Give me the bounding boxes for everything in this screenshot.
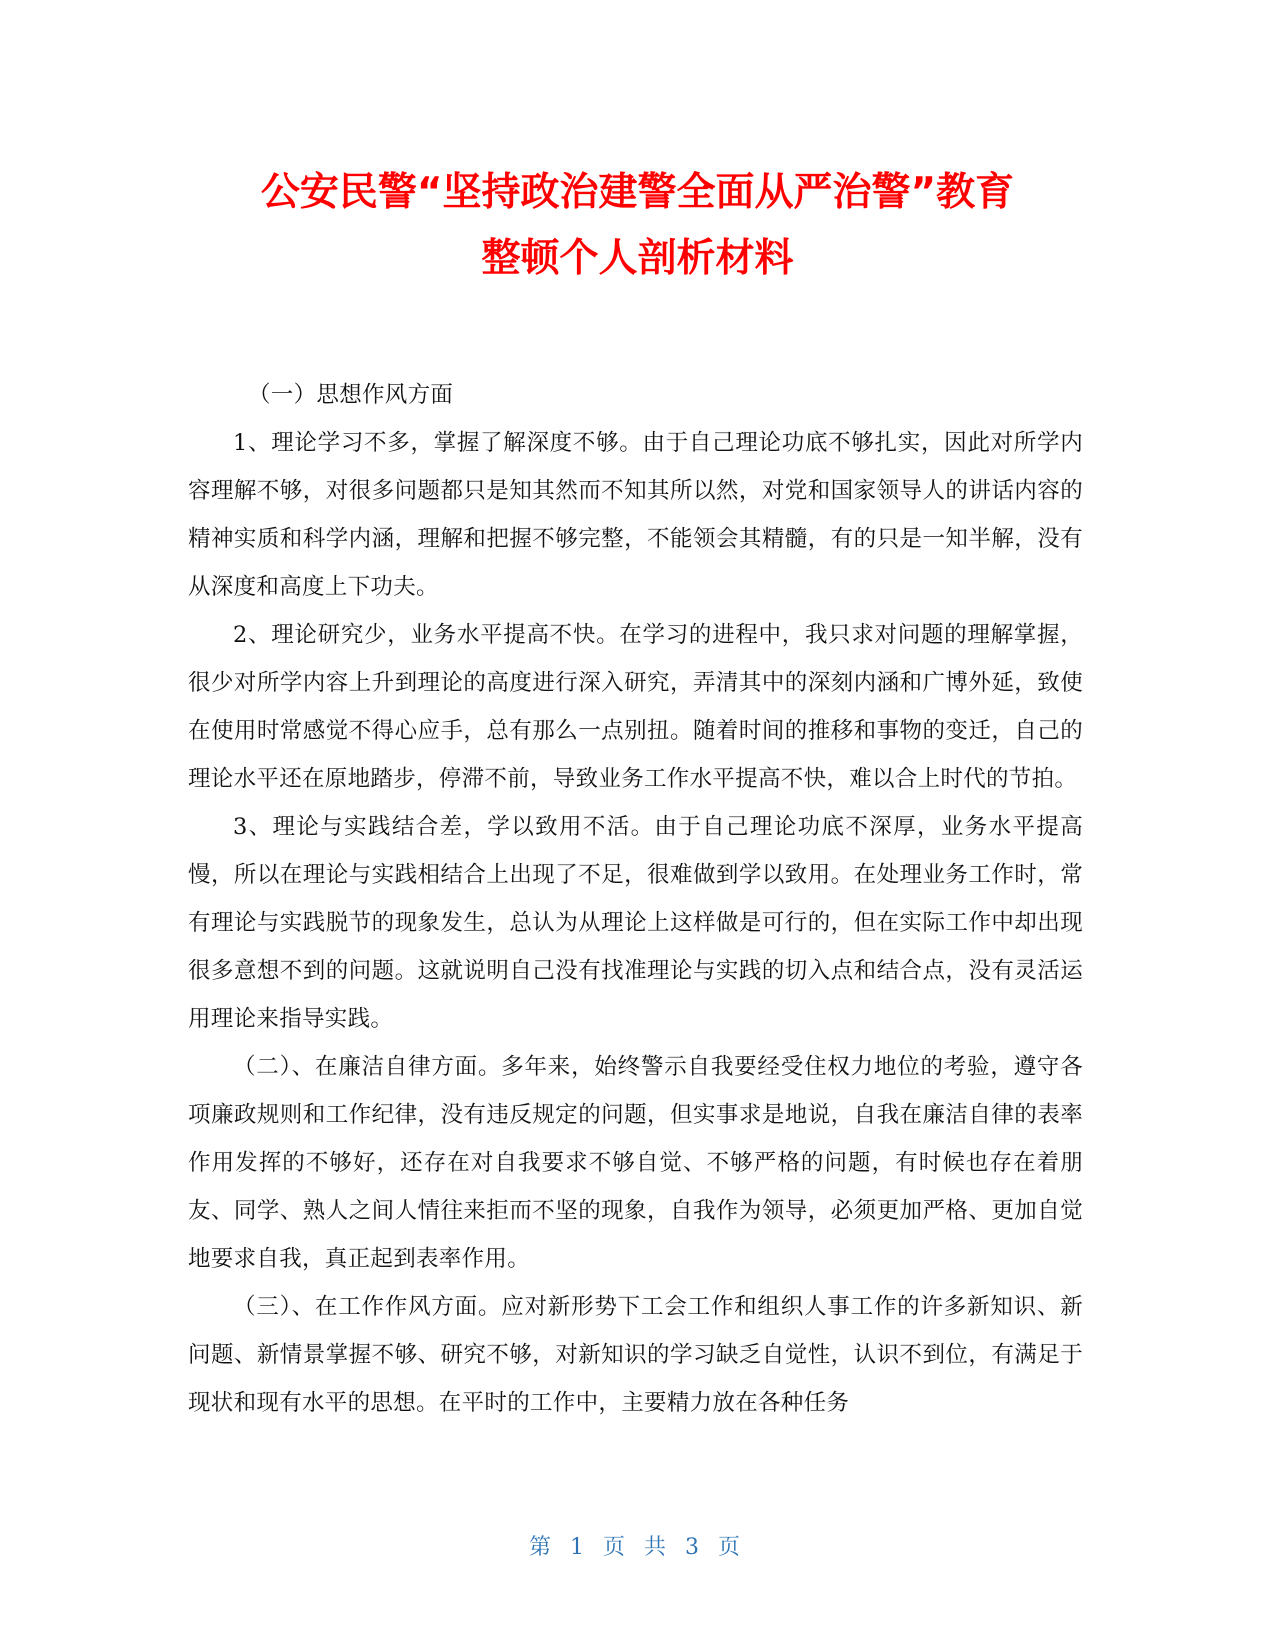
document-body bbox=[188, 371, 1083, 1427]
document-title bbox=[150, 160, 1125, 292]
paragraph-theory-study: 1、理论学习不多，掌握了解深度不够。由于自己理论功底不够扎实，因此对所学内容理解不够，对很多问题都只是知其然而不知其所以然，对党和国家领导人的讲话内容的精神实质和科学内涵，理解和把握不够完整，不能领会其精髓，有的只是一知半解，没有从深度和高度上下功夫。 bbox=[188, 430, 1083, 600]
document-title-line-2: 整顿个人剖析材料 bbox=[481, 236, 794, 281]
document-title-line-1: 公安民警“坚持政治建警全面从严治警”教育 bbox=[260, 170, 1015, 215]
paragraph-theory-research: 2、理论研究少，业务水平提高不快。在学习的进程中，我只求对问题的理解掌握，很少对所学内容上升到理论的高度进行深入研究，弄清其中的深刻内涵和广博外延，致使在使用时常感觉不得心应手，总有那么一点别扭。随着时间的推移和事物的变迁，自己的理论水平还在原地踏步，停滞不前，导致业务工作水平提高不快，难以合上时代的节拍。 bbox=[188, 622, 1083, 792]
paragraph-integrity: （二）、在廉洁自律方面。多年来，始终警示自我要经受住权力地位的考验，遵守各项廉政规则和工作纪律，没有违反规定的问题，但实事求是地说，自我在廉洁自律的表率作用发挥的不够好，还存在对自我要求不够自觉、不够严格的问题，有时候也存在着朋友、同学、熟人之间人情往来拒而不坚的现象，自我作为领导，必须更加严格、更加自觉地要求自我，真正起到表率作用。 bbox=[188, 1054, 1083, 1272]
paragraph-theory-practice: 3、理论与实践结合差，学以致用不活。由于自己理论功底不深厚，业务水平提高慢，所以在理论与实践相结合上出现了不足，很难做到学以致用。在处理业务工作时，常有理论与实践脱节的现象发生，总认为从理论上这样做是可行的，但在实际工作中却出现很多意想不到的问题。这就说明自己没有找准理论与实践的切入点和结合点，没有灵活运用理论来指导实践。 bbox=[188, 814, 1083, 1032]
page-number-footer: 第 1 页 共 3 页 bbox=[529, 1535, 746, 1560]
paragraph-work-style: （三）、在工作作风方面。应对新形势下工会工作和组织人事工作的许多新知识、新问题、新情景掌握不够、研究不够，对新知识的学习缺乏自觉性，认识不到位，有满足于现状和现有水平的思想。在平时的工作中，主要精力放在各种任务 bbox=[188, 1294, 1083, 1416]
section-heading-ideology: （一）思想作风方面 bbox=[248, 382, 454, 408]
